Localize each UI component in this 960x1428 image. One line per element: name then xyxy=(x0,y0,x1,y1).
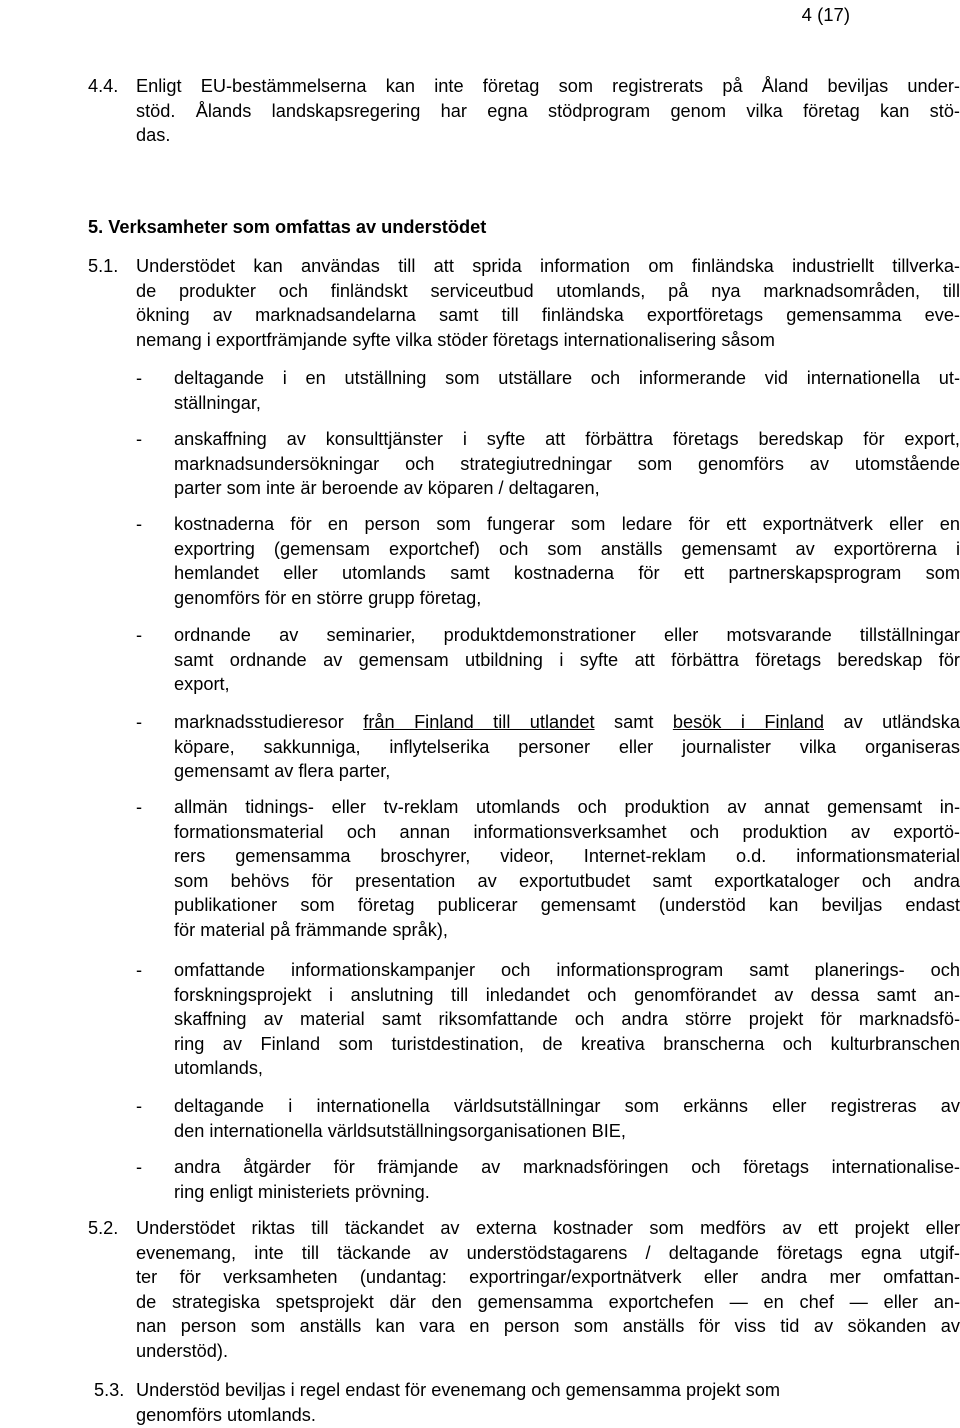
paragraph-line: understöd). xyxy=(136,1340,229,1361)
paragraph-line: de produkter och finländskt serviceutbud utomlands, på nya marknadsområden, till xyxy=(136,280,960,301)
paragraph-line: Understödet riktas till täckandet av externa kostnader som medförs av ett projekt eller xyxy=(136,1218,960,1238)
section-5-1 xyxy=(88,254,960,352)
list-dash: - xyxy=(136,1157,143,1177)
list-line: marknadsundersökningar och strategiutredningar som genomförs av utomstående xyxy=(174,453,960,474)
list-line: som behövs för presentation av exportutbudet samt exportkataloger och andra xyxy=(174,870,960,891)
paragraph-line: ter för verksamheten (undantag: exportringar/exportnätverk eller andra mer omfattan- xyxy=(136,1267,960,1287)
list-line: ordnande av seminarier, produktdemonstrationer eller motsvarande tillställningar xyxy=(174,625,960,645)
list-dash: - xyxy=(136,368,143,388)
list-line: andra åtgärder för främjande av marknadsföringen och företags internationalise- xyxy=(174,1157,960,1177)
list-line: allmän tidnings- eller tv-reklam utomlands och produktion av annat gemensamt in- xyxy=(174,797,960,817)
list-dash: - xyxy=(136,1096,143,1116)
list-line: genomförs för en större grupp företag, xyxy=(174,587,482,608)
list-dash: - xyxy=(136,712,143,732)
paragraph-line: Understödet kan användas till att sprida information om finländska industriellt tillverka- xyxy=(136,256,960,276)
list-dash: - xyxy=(136,797,143,817)
paragraph-line: Enligt EU-bestämmelserna kan inte företag som registrerats på Åland beviljas under- xyxy=(136,76,960,96)
section-number: 5.3. xyxy=(94,1380,125,1400)
list-line: samt ordnande av gemensam utbildning i syfte att förbättra företags beredskap för xyxy=(174,649,960,670)
paragraph-line: genomförs utomlands. xyxy=(136,1404,316,1425)
list-line: den internationella världsutställningsorganisationen BIE, xyxy=(174,1120,626,1141)
list-line: gemensamt av flera parter, xyxy=(174,761,391,781)
list-line: utomlands, xyxy=(174,1058,263,1078)
section-number: 4.4. xyxy=(88,76,119,96)
list-line: hemlandet eller utomlands samt kostnaderna för ett partnerskapsprogram som xyxy=(174,563,960,583)
paragraph-line: das. xyxy=(136,125,171,145)
list-line: skaffning av material samt riksomfattande och andra större projekt för marknadsfö- xyxy=(174,1009,960,1029)
list-line: ställningar, xyxy=(174,392,261,413)
paragraph-line: ökning av marknadsandelarna samt till finländska exportföretags gemensamma eve- xyxy=(136,305,960,325)
paragraph-line: stöd. Ålands landskapsregering har egna stödprogram genom vilka företag kan stö- xyxy=(136,100,960,121)
underlined-phrase: besök i Finland xyxy=(672,712,824,732)
paragraph-line: nan person som anställs kan vara en person som anställs för viss tid av sökanden av xyxy=(136,1316,960,1336)
section-number: 5.2. xyxy=(88,1218,119,1238)
section-heading: 5. Verksamheter som omfattas av understödet xyxy=(88,217,487,237)
list-dash: - xyxy=(136,514,143,534)
list-line: köpare, sakkunniga, inflytelserika personer eller journalister vilka organiseras xyxy=(174,736,960,757)
text-run: marknadsstudieresor xyxy=(174,712,364,732)
text-run: samt xyxy=(594,712,673,732)
section-4-4 xyxy=(88,74,960,148)
paragraph-line: evenemang, inte till täckande av understödstagarens / deltagande företags egna utgif- xyxy=(136,1242,960,1263)
section-number: 5.1. xyxy=(88,256,119,276)
list-line: formationsmaterial och annan informationsverksamhet och produktion av exportö- xyxy=(174,821,960,842)
list-line xyxy=(174,710,960,735)
paragraph-line: Understöd beviljas i regel endast för evenemang och gemensamma projekt som xyxy=(136,1380,780,1400)
list-line: deltagande i internationella världsutställningar som erkänns eller registreras av xyxy=(174,1096,960,1116)
list-dash: - xyxy=(136,960,143,980)
section-5-3 xyxy=(94,1378,960,1427)
list-line: ring av Finland som turistdestination, de kreativa branscherna och kulturbranschen xyxy=(174,1033,960,1054)
list-line: publikationer som företag publicerar gemensamt (understöd kan beviljas endast xyxy=(174,895,960,915)
text-run: av utländska xyxy=(824,712,960,732)
list-line: deltagande i en utställning som utställare och informerande vid internationella ut- xyxy=(174,368,960,388)
list-line: export, xyxy=(174,674,230,694)
list-line: rers gemensamma broschyrer, videor, Internet-reklam o.d. informationsmaterial xyxy=(174,846,960,866)
list-line: exportring (gemensam exportchef) och som anställs gemensamt av exportörerna i xyxy=(174,538,960,559)
list-line: för material på främmande språk), xyxy=(174,919,448,940)
paragraph-line: nemang i exportfrämjande syfte vilka stöder företags internationalisering såsom xyxy=(136,329,775,350)
list-line: forskningsprojekt i anslutning till inledandet och genomförandet av dessa samt an- xyxy=(174,984,960,1005)
list-line: ring enligt ministeriets prövning. xyxy=(174,1181,430,1202)
paragraph-line: de strategiska spetsprojekt där den gemensamma exportchefen — en chef — eller an- xyxy=(136,1291,960,1312)
list-line: anskaffning av konsulttjänster i syfte att förbättra företags beredskap för export, xyxy=(174,429,960,449)
list-dash: - xyxy=(136,625,143,645)
list-dash: - xyxy=(136,429,143,449)
section-5-2 xyxy=(88,1216,960,1363)
list-line: omfattande informationskampanjer och informationsprogram samt planerings- och xyxy=(174,960,960,980)
list-line: kostnaderna för en person som fungerar som ledare för ett exportnätverk eller en xyxy=(174,514,960,534)
underlined-phrase: från Finland till utlandet xyxy=(363,712,595,732)
list-line: parter som inte är beroende av köparen / deltagaren, xyxy=(174,478,600,498)
page-number: 4 (17) xyxy=(801,4,850,25)
